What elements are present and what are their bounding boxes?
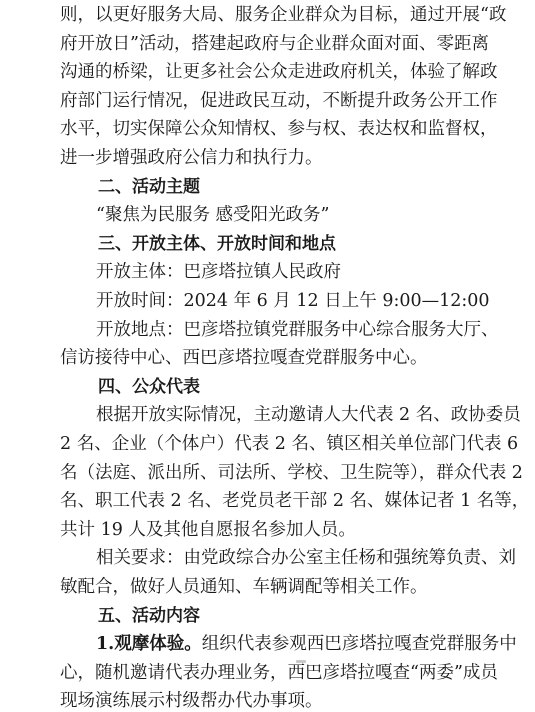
- open-place-line-1: 开放地点：巴彦塔拉镇党群服务中心综合服务大厅、: [96, 319, 499, 340]
- activity-item-1-line-2: 心，随机邀请代表办理业务，西巴彦塔拉嘎查“两委”成员: [60, 662, 498, 683]
- section-heading-theme: 二、活动主题: [98, 176, 200, 197]
- page-footer-mark: [296, 660, 306, 663]
- section-heading-activities: 五、活动内容: [98, 605, 200, 626]
- representatives-line-3: 名（法庭、派出所、司法所、学校、卫生院等），群众代表 2: [60, 462, 523, 483]
- requirements-line-2: 敏配合，做好人员通知、车辆调配等相关工作。: [60, 577, 428, 597]
- intro-line-2: 府开放日”活动，搭建起政府与企业群众面对面、零距离: [60, 33, 489, 54]
- activity-item-1-line-3: 现场演练展示村级帮办代办事项。: [60, 691, 323, 712]
- representatives-line-4: 名、职工代表 2 名、老党员老干部 2 名、媒体记者 1 名等，: [60, 491, 530, 512]
- open-subject: 开放主体：巴彦塔拉镇人民政府: [96, 262, 341, 283]
- representatives-line-5: 共计 19 人及其他自愿报名参加人员。: [60, 519, 356, 540]
- open-place-line-2: 信访接待中心、西巴彦塔拉嘎查党群服务中心。: [60, 348, 428, 369]
- activity-item-1-text: 组织代表参观西巴彦塔拉嘎查党群服务中: [201, 634, 517, 655]
- section-heading-representatives: 四、公众代表: [98, 376, 200, 397]
- intro-line-4: 府部门运行情况，促进政民互动，不断提升政务公开工作: [60, 90, 498, 111]
- representatives-line-1: 根据开放实际情况，主动邀请人大代表 2 名、政协委员: [96, 405, 521, 426]
- representatives-line-2: 2 名、企业（个体户）代表 2 名、镇区相关单位部门代表 6: [60, 434, 519, 454]
- section-heading-subject-time-place: 三、开放主体、开放时间和地点: [98, 233, 336, 254]
- intro-line-3: 沟通的桥梁，让更多社会公众走进政府机关，体验了解政: [60, 62, 498, 83]
- theme-text: “聚焦为民服务 感受阳光政务”: [96, 205, 330, 226]
- activity-item-1-line-1: [0, 633, 535, 655]
- intro-line-6: 进一步增强政府公信力和执行力。: [60, 148, 323, 168]
- intro-line-1: 则，以更好服务大局、服务企业群众为目标，通过开展“政: [60, 5, 507, 25]
- requirements-line-1: 相关要求：由党政综合办公室主任杨和强统筹负责、刘: [96, 548, 516, 569]
- activity-item-1-title: 1.观摩体验。: [96, 634, 202, 655]
- intro-line-5: 水平，切实保障公众知情权、参与权、表达权和监督权，: [60, 119, 498, 140]
- open-time: 开放时间：2024 年 6 月 12 日上午 9:00—12:00: [96, 291, 490, 311]
